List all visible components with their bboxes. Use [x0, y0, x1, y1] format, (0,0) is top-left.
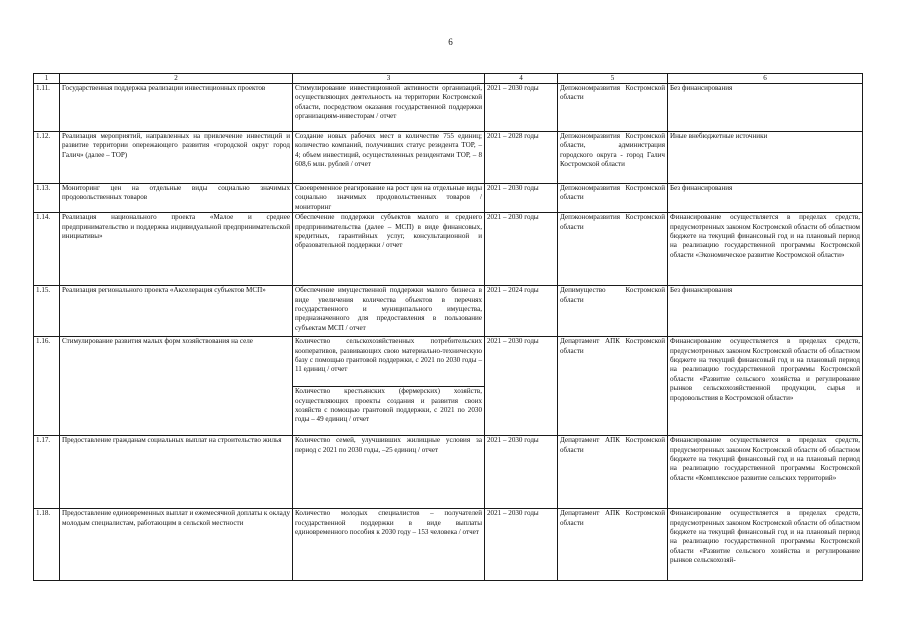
- financing-cell: Иные внебюджетные источники: [668, 132, 863, 184]
- column-header: 2: [60, 74, 293, 84]
- row-number: 1.11.: [34, 84, 60, 132]
- measures-table: [33, 73, 863, 581]
- row-number: 1.14.: [34, 213, 60, 286]
- period-cell: 2021 – 2030 годы: [485, 509, 558, 581]
- measure-cell: Мониторинг цен на отдельные виды социально значимых продовольственных товаров: [60, 184, 293, 213]
- result-cell: Количество семей, улучшивших жилищные условия за период с 2021 по 2030 годы, –25 единиц / отчет: [293, 436, 485, 509]
- period-cell: 2021 – 2030 годы: [485, 184, 558, 213]
- measure-cell: Стимулирование развития малых форм хозяйствования на селе: [60, 337, 293, 436]
- table-row: [34, 132, 863, 184]
- result-cell: Стимулирование инвестиционной активности организаций, осуществляющих деятельность на территории Костромской области, посредством оказания государственной поддержки организациям-инвесторам / отчет: [293, 84, 485, 132]
- table-header-row: [34, 74, 863, 84]
- period-cell: 2021 – 2024 годы: [485, 286, 558, 337]
- executor-cell: Депэкономразвития Костромской области: [558, 184, 668, 213]
- table-row: [34, 337, 863, 387]
- period-cell: 2021 – 2030 годы: [485, 337, 558, 436]
- result-cell: Количество молодых специалистов – получателей государственной поддержки в виде выплаты единовременного пособия к 2030 году – 153 человека / отчет: [293, 509, 485, 581]
- row-number: 1.16.: [34, 337, 60, 436]
- table-row: [34, 286, 863, 337]
- executor-cell: Депэкономразвития Костромской области: [558, 84, 668, 132]
- financing-cell: Без финансирования: [668, 184, 863, 213]
- row-number: 1.15.: [34, 286, 60, 337]
- measure-cell: Предоставление единовременных выплат и ежемесячной доплаты к окладу молодым специалистам, работающим в сельской местности: [60, 509, 293, 581]
- table-row: [34, 509, 863, 581]
- row-number: 1.18.: [34, 509, 60, 581]
- column-header: 6: [668, 74, 863, 84]
- financing-cell: Финансирование осуществляется в пределах средств, предусмотренных законом Костромской области об областном бюджете на текущий финансовый год и на плановый период на реализацию государственной программы Костромской области «Экономическое развитие Костромской области»: [668, 213, 863, 286]
- period-cell: 2021 – 2030 годы: [485, 213, 558, 286]
- executor-cell: Депэкономразвития Костромской области: [558, 213, 668, 286]
- table-row: [34, 184, 863, 213]
- table-row: [34, 436, 863, 509]
- executor-cell: Департамент АПК Костромской области: [558, 436, 668, 509]
- measure-cell: Предоставление гражданам социальных выплат на строительство жилья: [60, 436, 293, 509]
- period-cell: 2021 – 2028 годы: [485, 132, 558, 184]
- result-cell: Количество сельскохозяйственных потребительских кооперативов, развивающих свою материально-техническую базу с помощью грантовой поддержки, с 2021 по 2030 годы –11 единиц / отчет: [293, 337, 485, 387]
- result-cell: Обеспечение имущественной поддержки малого бизнеса в виде увеличения количества объектов в перечнях государственного и муниципального имущества, предназначенного для предоставления в пользование субъектам МСП / отчет: [293, 286, 485, 337]
- column-header: 3: [293, 74, 485, 84]
- financing-cell: Финансирование осуществляется в пределах средств, предусмотренных законом Костромской области об областном бюджете на текущий финансовый год и на плановый период на реализацию государственной программы Костромской области «Развитие сельского хозяйства и регулирование рынков сельскохозяйственной продукции, сырья и продовольствия в Костромской области»: [668, 337, 863, 436]
- result-cell: Обеспечение поддержки субъектов малого и среднего предпринимательства (далее – МСП) в виде финансовых, кредитных, гарантийных услуг, консультационной и образовательной поддержки / отчет: [293, 213, 485, 286]
- executor-cell: Департамент АПК Костромской области: [558, 337, 668, 436]
- column-header: 5: [558, 74, 668, 84]
- page-number: 6: [448, 37, 453, 47]
- result-cell: Количество крестьянских (фермерских) хозяйств, осуществляющих проекты создания и развития своих хозяйств с помощью грантовой поддержки, с 2021 по 2030 годы – 49 единиц / отчет: [293, 387, 485, 436]
- period-cell: 2021 – 2030 годы: [485, 436, 558, 509]
- row-number: 1.13.: [34, 184, 60, 213]
- column-header: 4: [485, 74, 558, 84]
- result-cell: Своевременное реагирование на рост цен на отдельные виды социально значимых продовольственных товаров / мониторинг: [293, 184, 485, 213]
- table-row: [34, 213, 863, 286]
- financing-cell: Финансирование осуществляется в пределах средств, предусмотренных законом Костромской области об областном бюджете на текущий финансовый год и на плановый период на реализацию государственной программы Костромской области «Развитие сельского хозяйства и регулирование рынков сельскохозяй-: [668, 509, 863, 581]
- financing-cell: Без финансирования: [668, 84, 863, 132]
- financing-cell: Финансирование осуществляется в пределах средств, предусмотренных законом Костромской области об областном бюджете на текущий финансовый год и на плановый период на реализацию государственной программы Костромской области «Комплексное развитие сельских территорий»: [668, 436, 863, 509]
- executor-cell: Департамент АПК Костромской области: [558, 509, 668, 581]
- row-number: 1.17.: [34, 436, 60, 509]
- measure-cell: Реализация мероприятий, направленных на привлечение инвестиций и развитие территории опережающего развития «городской округ город Галич» (далее – ТОР): [60, 132, 293, 184]
- measure-cell: Реализация регионального проекта «Акселерация субъектов МСП»: [60, 286, 293, 337]
- result-cell: Создание новых рабочих мест в количестве 755 единиц; количество компаний, получивших статус резидента ТОР, – 4; объем инвестиций, осуществленных резидентами ТОР, – 8 608,6 млн. рублей / отчет: [293, 132, 485, 184]
- financing-cell: Без финансирования: [668, 286, 863, 337]
- table-row: [34, 84, 863, 132]
- executor-cell: Депимущество Костромской области: [558, 286, 668, 337]
- row-number: 1.12.: [34, 132, 60, 184]
- period-cell: 2021 – 2030 годы: [485, 84, 558, 132]
- executor-cell: Депэкономразвития Костромской области, администрация городского округа - город Галич Костромской области: [558, 132, 668, 184]
- measure-cell: Государственная поддержка реализации инвестиционных проектов: [60, 84, 293, 132]
- measure-cell: Реализация национального проекта «Малое и среднее предпринимательство и поддержка индивидуальной предпринимательской инициативы»: [60, 213, 293, 286]
- column-header: 1: [34, 74, 60, 84]
